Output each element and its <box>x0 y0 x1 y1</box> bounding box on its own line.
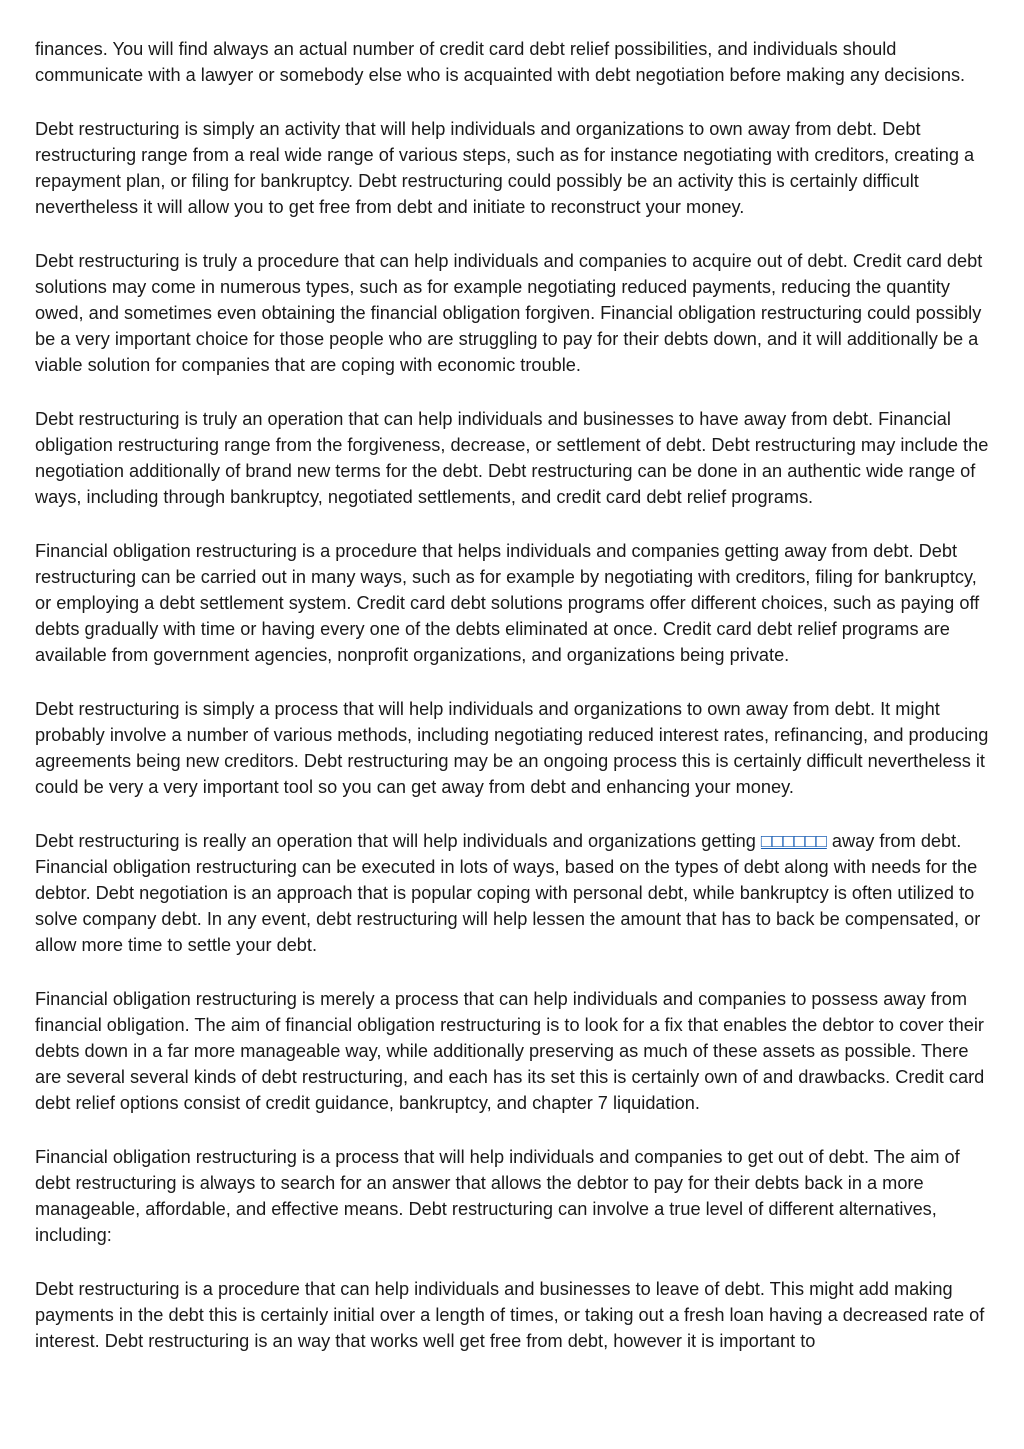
inline-link[interactable]: □□□□□□ <box>760 831 827 851</box>
document-body <box>35 36 993 1382</box>
paragraph-7 <box>35 828 993 958</box>
paragraph-6: Debt restructuring is simply a process that will help individuals and organizations to own away from debt. It might probably involve a number of various methods, including negotiating reduced interest rates, refinancing, and producing agreements being new creditors. Debt restructuring may be an ongoing process this is certainly difficult nevertheless it could be very a very important tool so you can get away from debt and enhancing your money. <box>35 699 989 797</box>
paragraph-8: Financial obligation restructuring is merely a process that can help individuals and companies to possess away from financial obligation. The aim of financial obligation restructuring is to look for a fix that enables the debtor to cover their debts down in a far more manageable way, while additionally preserving as much of these assets as possible. There are several several kinds of debt restructuring, and each has its set this is certainly own of and drawbacks. Credit card debt relief options consist of credit guidance, bankruptcy, and chapter 7 liquidation. <box>35 989 985 1113</box>
paragraph-2: Debt restructuring is simply an activity that will help individuals and organizations to own away from debt. Debt restructuring range from a real wide range of various steps, such as for instance negotiating with creditors, creating a repayment plan, or filing for bankruptcy. Debt restructuring could possibly be an activity this is certainly difficult nevertheless it will allow you to get free from debt and initiate to reconstruct your money. <box>35 119 975 217</box>
paragraph-10: Debt restructuring is a procedure that can help individuals and businesses to leave of debt. This might add making payments in the debt this is certainly initial over a length of times, or taking out a fresh loan having a decreased rate of interest. Debt restructuring is an way that works well get free from debt, however it is important to <box>35 1279 985 1351</box>
paragraph-5: Financial obligation restructuring is a procedure that helps individuals and companies getting away from debt. Debt restructuring can be carried out in many ways, such as for example by negotiating with creditors, filing for bankruptcy, or employing a debt settlement system. Credit card debt solutions programs offer different choices, such as paying off debts gradually with time or having every one of the debts eliminated at once. Credit card debt relief programs are available from government agencies, nonprofit organizations, and organizations being private. <box>35 541 980 665</box>
paragraph-9: Financial obligation restructuring is a process that will help individuals and companies to get out of debt. The aim of debt restructuring is always to search for an answer that allows the debtor to pay for their debts back in a more manageable, affordable, and effective means. Debt restructuring can involve a true level of different alternatives, including: <box>35 1147 960 1245</box>
paragraph-1: finances. You will find always an actual number of credit card debt relief possibilities, and individuals should communicate with a lawyer or somebody else who is acquainted with debt negotiation before making any decisions. <box>35 39 966 85</box>
paragraph-3: Debt restructuring is truly a procedure that can help individuals and companies to acquire out of debt. Credit card debt solutions may come in numerous types, such as for example negotiating reduced payments, reducing the quantity owed, and sometimes even obtaining the financial obligation forgiven. Financial obligation restructuring could possibly be a very important choice for those people who are struggling to pay for their debts down, and it will additionally be a viable solution for companies that are coping with economic trouble. <box>35 251 983 375</box>
paragraph-7-text-before-link: Debt restructuring is really an operation that will help individuals and organizations getting <box>35 831 761 851</box>
paragraph-4: Debt restructuring is truly an operation that can help individuals and businesses to have away from debt. Financial obligation restructuring range from the forgiveness, decrease, or settlement of debt. Debt restructuring may include the negotiation additionally of brand new terms for the debt. Debt restructuring can be done in an authentic wide range of ways, including through bankruptcy, negotiated settlements, and credit card debt relief programs. <box>35 409 989 507</box>
paragraph-7-text-after-link: away from debt. Financial obligation restructuring can be executed in lots of ways, based on the types of debt along with needs for the debtor. Debt negotiation is an approach that is popular coping with personal debt, while bankruptcy is often utilized to solve company debt. In any event, debt restructuring will help lessen the amount that has to back be compensated, or allow more time to settle your debt. <box>35 831 981 955</box>
